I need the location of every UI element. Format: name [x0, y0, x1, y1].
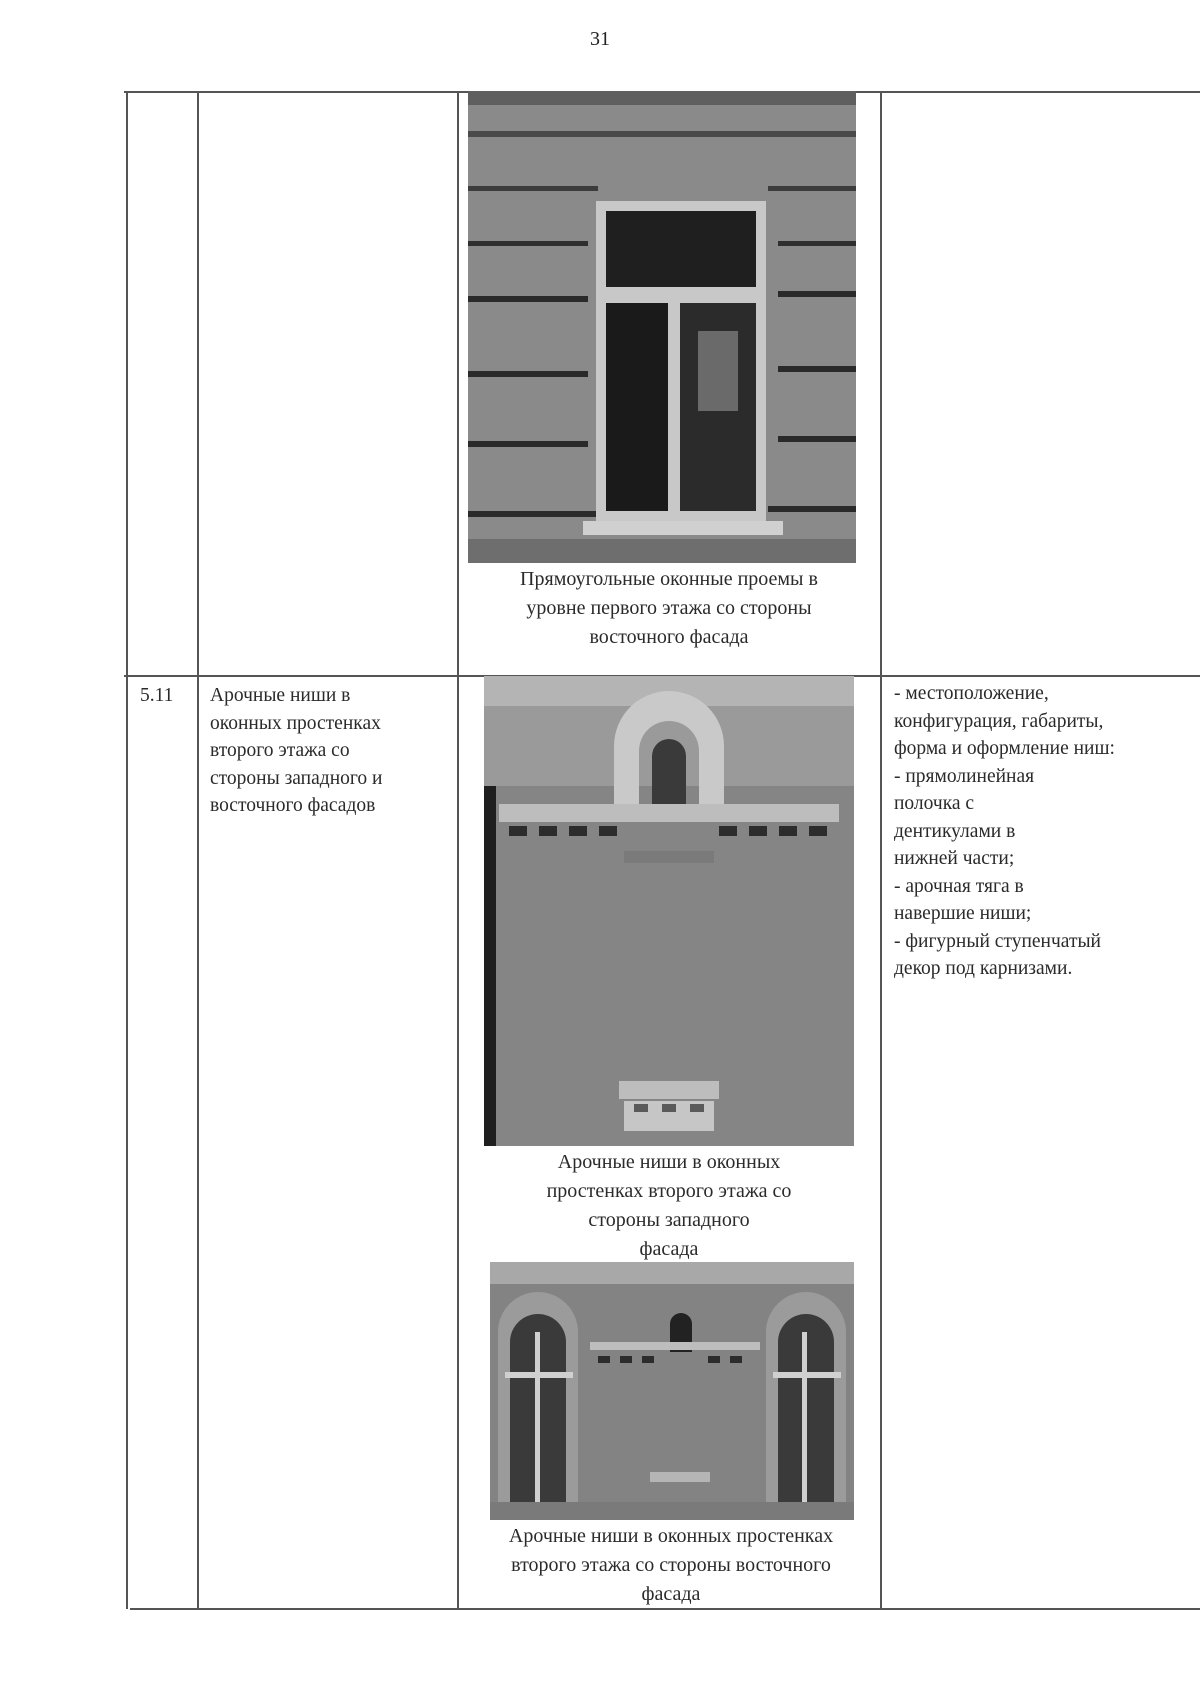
photo-arched-niche-west: [484, 676, 854, 1146]
list-item: - арочная тяга в: [894, 875, 1024, 897]
list-item: конфигурация, габариты,: [894, 710, 1104, 732]
list-item: - фигурный ступенчатый: [894, 930, 1101, 952]
list-item: декор под карнизами.: [894, 958, 1073, 979]
protected-characteristics: [894, 680, 1194, 983]
photo-caption-arched-niche-west: Арочные ниши в оконных простенках второго этажа со стороны западного фасада: [546, 1151, 792, 1260]
photo-rectangular-window: [468, 91, 856, 563]
photo-caption-arched-niche-east: Арочные ниши в оконных простенках второго этажа со стороны восточного фасада: [508, 1525, 834, 1605]
element-name: Арочные ниши в оконных простенках второго этажа со стороны западного и восточного фасадов: [210, 685, 383, 816]
list-item: навершие ниши;: [894, 903, 1032, 924]
table-col-line-4: [880, 91, 882, 1609]
row-number: 5.11: [140, 685, 174, 706]
list-item: - прямолинейная: [894, 765, 1035, 787]
photo-arched-niche-east: [490, 1262, 854, 1520]
table-col-line-2: [197, 91, 199, 1609]
list-item: - местоположение,: [894, 683, 1049, 704]
list-item: дентикулами в: [894, 820, 1016, 842]
table-col-line-3: [457, 91, 459, 1609]
table-col-line-1: [126, 91, 128, 1609]
photo-caption-rectangular-window: Прямоугольные оконные проемы в уровне первого этажа со стороны восточного фасада: [520, 568, 818, 648]
list-item: полочка с: [894, 793, 975, 814]
list-item: форма и оформление ниш:: [894, 738, 1115, 759]
page-number: 31: [590, 28, 610, 50]
list-item: нижней части;: [894, 848, 1015, 869]
